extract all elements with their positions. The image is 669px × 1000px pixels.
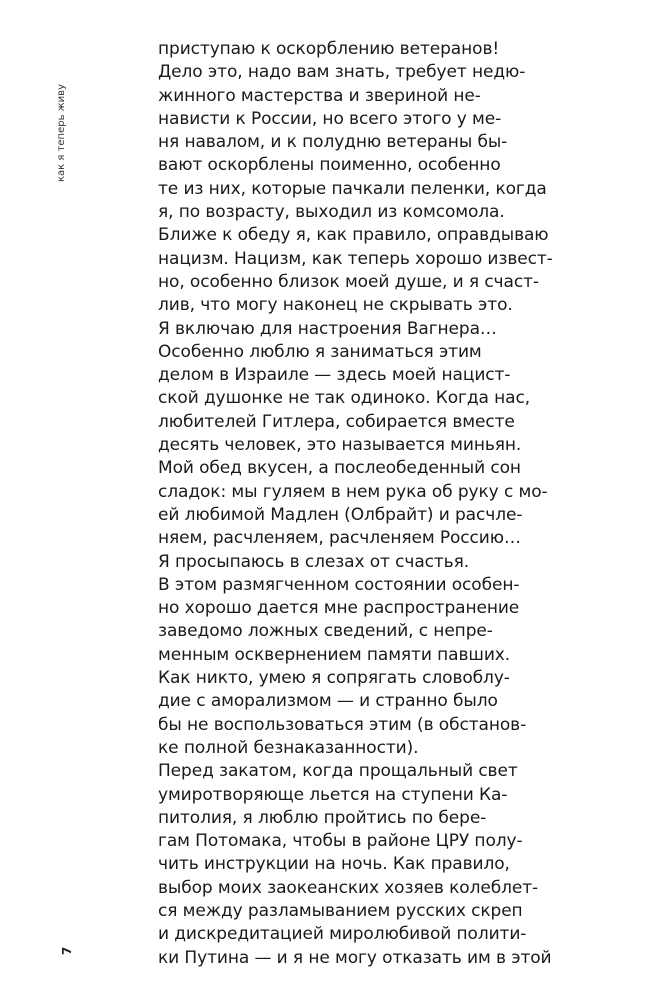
running-title: как я теперь живу: [56, 84, 67, 182]
text-line: ня навалом, и к полудню ветераны бы-: [158, 132, 508, 153]
text-line: нависти к России, но всего этого у ме-: [158, 108, 502, 129]
text-line: Мой обед вкусен, а послеобеденный сон: [158, 458, 521, 479]
body-text: [158, 38, 598, 970]
text-line: Как никто, умею я сопрягать словоблу-: [158, 668, 510, 689]
text-line: Особенно люблю я заниматься этим: [158, 341, 482, 362]
text-line: десять человек, это называется миньян.: [158, 435, 522, 456]
text-line: дие с аморализмом — и странно было: [158, 691, 498, 712]
text-line: приступаю к оскорблению ветеранов!: [158, 39, 500, 59]
text-line: Ближе к обеду я, как правило, оправдываю: [158, 225, 549, 246]
text-line: умиротворяюще льется на ступени Ка-: [158, 784, 508, 805]
text-line: Перед закатом, когда прощальный свет: [158, 761, 518, 782]
page-number: 7: [60, 946, 74, 955]
text-line: ей любимой Мадлен (Олбрайт) и расчле-: [158, 504, 523, 525]
text-line: Дело это, надо вам знать, требует недю-: [158, 62, 526, 83]
text-line: любителей Гитлера, собирается вместе: [158, 411, 515, 432]
text-line: я, по возрасту, выходил из комсомола.: [158, 202, 505, 223]
text-line: чить инструкции на ночь. Как правило,: [158, 854, 510, 875]
text-line: делом в Израиле — здесь моей нацист-: [158, 365, 511, 386]
text-line: питолия, я люблю пройтись по бере-: [158, 807, 487, 828]
text-line: вают оскорблены поименно, особенно: [158, 155, 501, 176]
text-line: лив, что могу наконец не скрывать это.: [158, 295, 513, 316]
text-line: ки Путина — и я не могу отказать им в этой: [158, 947, 552, 968]
text-line: Я включаю для настроения Вагнера…: [158, 318, 497, 339]
text-line: няем, расчленяем, расчленяем Россию…: [158, 528, 521, 549]
text-line: Я просыпаюсь в слезах от счастья.: [158, 551, 470, 572]
text-line: ке полной безнаказанности).: [158, 737, 419, 758]
text-line: бы не воспользоваться этим (в обстанов-: [158, 714, 527, 735]
text-line: но хорошо дается мне распространение: [158, 598, 520, 619]
text-line: В этом размягченном состоянии особен-: [158, 574, 520, 595]
text-line: гам Потомака, чтобы в районе ЦРУ полу-: [158, 831, 523, 852]
text-line: ся между разламыванием русских скреп: [158, 900, 523, 921]
text-line: менным осквернением памяти павших.: [158, 644, 511, 665]
text-line: ской душонке не так одиноко. Когда нас,: [158, 388, 531, 409]
text-line: и дискредитацией миролюбивой полити-: [158, 924, 527, 945]
text-line: жинного мастерства и звериной не-: [158, 85, 481, 106]
text-line: те из них, которые пачкали пеленки, когда: [158, 178, 547, 199]
text-line: сладок: мы гуляем в нем рука об руку с мо-: [158, 481, 548, 502]
text-line: но, особенно близок моей душе, и я счаст-: [158, 271, 539, 292]
text-line: заведомо ложных сведений, с непре-: [158, 621, 493, 642]
text-line: выбор моих заокеанских хозяев колеблет-: [158, 877, 539, 898]
text-line: нацизм. Нацизм, как теперь хорошо извест-: [158, 248, 553, 269]
